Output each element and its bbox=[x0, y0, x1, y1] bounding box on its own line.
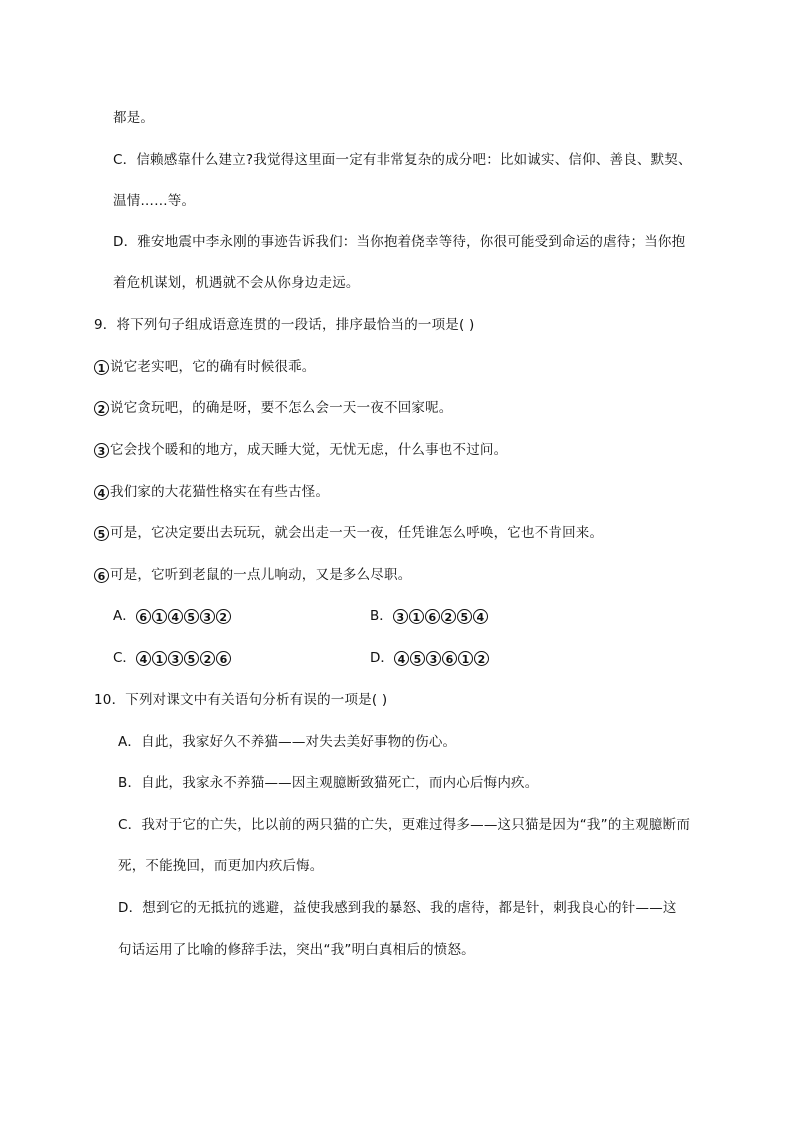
circled-number: 2 bbox=[200, 651, 215, 666]
circled-number: 1 bbox=[94, 360, 109, 375]
circled-number: 4 bbox=[394, 651, 409, 666]
q8-option-c-line2: 温情……等。 bbox=[113, 193, 196, 209]
q9-sentence bbox=[94, 482, 329, 502]
circled-number: 2 bbox=[474, 651, 489, 666]
q9-sentence-text: 它会找个暖和的地方，成天睡大觉，无忧无虑，什么事也不过问。 bbox=[110, 442, 508, 458]
q9-sentence-text: 说它老实吧，它的确有时候很乖。 bbox=[110, 359, 316, 375]
q8-option-c-line1: C．信赖感靠什么建立?我觉得这里面一定有非常复杂的成分吧：比如诚实、信仰、善良、默契、 bbox=[113, 152, 692, 168]
circled-number: 2 bbox=[441, 609, 456, 624]
circled-number: 6 bbox=[94, 568, 109, 583]
circled-number: 4 bbox=[94, 485, 109, 500]
circled-number: 4 bbox=[136, 651, 151, 666]
q8-continuation-line: 都是。 bbox=[113, 110, 155, 126]
circled-number: 4 bbox=[168, 609, 183, 624]
q9-sentence-text: 可是，它决定要出去玩玩，就会出走一天一夜，任凭谁怎么呼唤，它也不肯回来。 bbox=[110, 525, 604, 541]
q10-option-b: B．自此，我家永不养猫——因主观臆断致猫死亡，而内心后悔内疚。 bbox=[118, 775, 539, 791]
q10-option-d-line1: D．想到它的无抵抗的逃避，益使我感到我的暴怒、我的虐待，都是针，刺我良心的针——这 bbox=[118, 900, 677, 916]
circled-number: 1 bbox=[409, 609, 424, 624]
q9-sentence bbox=[94, 357, 316, 377]
q9-stem: 9．将下列句子组成语意连贯的一段话，排序最恰当的一项是( ) bbox=[94, 317, 475, 333]
q9-option-c bbox=[113, 648, 232, 668]
q9-sentence bbox=[94, 440, 507, 460]
circled-number: 6 bbox=[136, 609, 151, 624]
q9-sentence bbox=[94, 398, 453, 418]
circled-number: 6 bbox=[442, 651, 457, 666]
q8-option-d-line1: D．雅安地震中李永刚的事迹告诉我们：当你抱着侥幸等待，你很可能受到命运的虐待；当你抱 bbox=[113, 234, 686, 250]
q9-option-a bbox=[113, 606, 232, 626]
circled-number: 1 bbox=[152, 609, 167, 624]
q9-sentence-text: 说它贪玩吧，的确是呀，要不怎么会一天一夜不回家呢。 bbox=[110, 400, 453, 416]
q10-option-d-line2: 句话运用了比喻的修辞手法，突出“我”明白真相后的愤怒。 bbox=[118, 942, 475, 958]
q10-option-c-line2: 死，不能挽回，而更加内疚后悔。 bbox=[118, 858, 324, 874]
circled-number: 3 bbox=[393, 609, 408, 624]
q9-sentence bbox=[94, 565, 411, 585]
circled-number: 5 bbox=[184, 609, 199, 624]
option-label: D． bbox=[370, 650, 394, 666]
circled-number: 5 bbox=[410, 651, 425, 666]
circled-number: 6 bbox=[216, 651, 231, 666]
circled-number: 1 bbox=[152, 651, 167, 666]
circled-number: 5 bbox=[184, 651, 199, 666]
q9-option-b bbox=[370, 606, 489, 626]
q8-option-d-line2: 着危机谋划，机遇就不会从你身边走远。 bbox=[113, 275, 360, 291]
q9-sentence-text: 可是，它听到老鼠的一点儿响动，又是多么尽职。 bbox=[110, 567, 412, 583]
q9-sentence-text: 我们家的大花猫性格实在有些古怪。 bbox=[110, 484, 330, 500]
q10-option-c-line1: C．我对于它的亡失，比以前的两只猫的亡失，更难过得多——这只猫是因为“我”的主观臆断而 bbox=[118, 817, 691, 833]
option-label: A． bbox=[113, 608, 136, 624]
q9-sentence bbox=[94, 523, 603, 543]
q9-option-d bbox=[370, 648, 490, 668]
circled-number: 5 bbox=[457, 609, 472, 624]
circled-number: 3 bbox=[426, 651, 441, 666]
option-label: B． bbox=[370, 608, 393, 624]
circled-number: 3 bbox=[200, 609, 215, 624]
circled-number: 4 bbox=[473, 609, 488, 624]
circled-number: 5 bbox=[94, 526, 109, 541]
circled-number: 3 bbox=[94, 443, 109, 458]
circled-number: 1 bbox=[458, 651, 473, 666]
circled-number: 6 bbox=[425, 609, 440, 624]
q10-option-a: A．自此，我家好久不养猫——对失去美好事物的伤心。 bbox=[118, 734, 457, 750]
circled-number: 3 bbox=[168, 651, 183, 666]
q10-stem: 10．下列对课文中有关语句分析有误的一项是( ) bbox=[94, 692, 388, 708]
circled-number: 2 bbox=[94, 401, 109, 416]
circled-number: 2 bbox=[216, 609, 231, 624]
option-label: C． bbox=[113, 650, 136, 666]
